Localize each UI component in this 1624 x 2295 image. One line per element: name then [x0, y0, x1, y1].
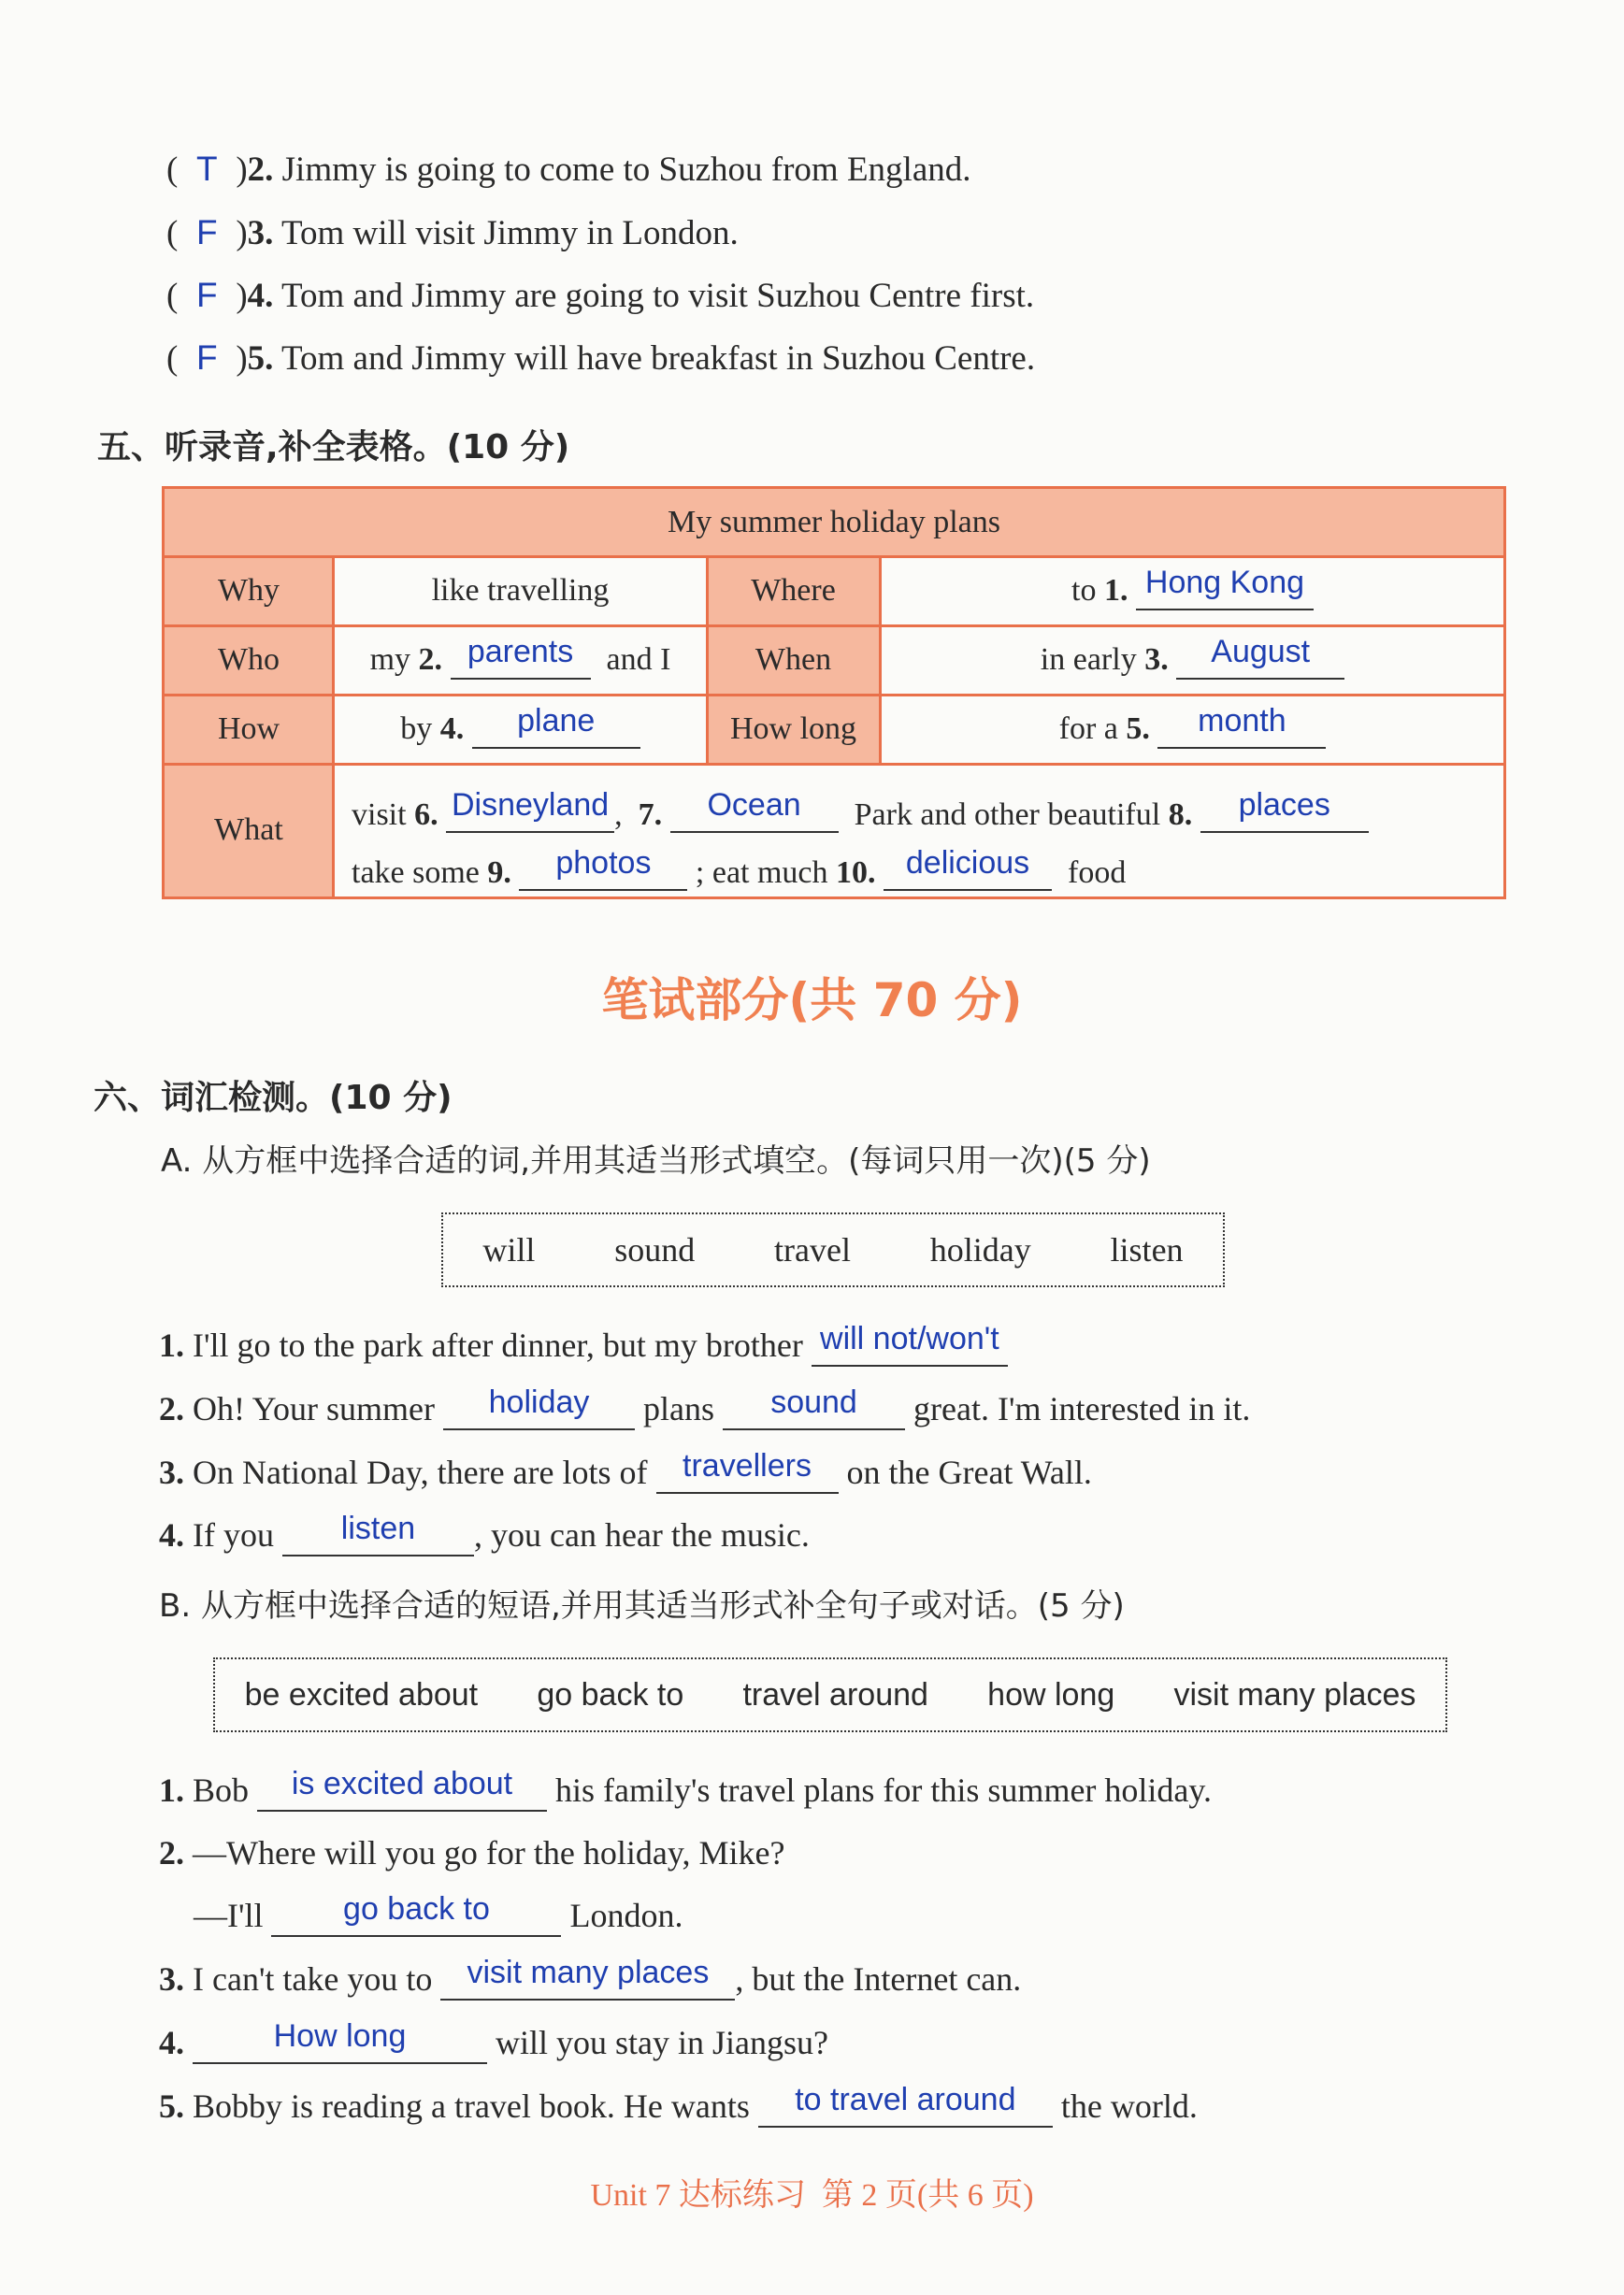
- written-part-title: 笔试部分(共 70 分): [601, 973, 1023, 1027]
- tf-answer: T: [196, 150, 218, 188]
- holiday-plans-table: [162, 486, 1506, 899]
- tf-item: ( F )5. Tom and Jimmy will have breakfast in Suzhou Centre.: [166, 338, 1036, 378]
- tf-item: ( F )3. Tom will visit Jimmy in London.: [166, 213, 739, 252]
- answer-b2: go back to: [343, 1891, 490, 1927]
- answer-a2-2: sound: [770, 1384, 857, 1420]
- phrase-option: be excited about: [244, 1676, 479, 1713]
- partB-q3: 3. I can't take you to visit many places , but the Internet can.: [159, 1959, 1021, 2001]
- answer-3: August: [1211, 633, 1311, 669]
- how-value: by 4. plane: [335, 695, 706, 764]
- label-where: Where: [707, 556, 880, 625]
- partA-q1: 1. I'll go to the park after dinner, but my brother will not/won't: [159, 1326, 1008, 1367]
- what-line-1: visit 6. Disneyland , 7. Ocean Park and other beautiful 8. places: [352, 771, 1492, 833]
- phrase-option: travel around: [742, 1676, 928, 1713]
- partB-q4: 4. How long will you stay in Jiangsu?: [159, 2023, 828, 2064]
- phrase-option: visit many places: [1173, 1676, 1416, 1713]
- answer-b5: to travel around: [795, 2082, 1016, 2117]
- phrase-option: go back to: [537, 1676, 684, 1713]
- answer-a4: listen: [340, 1511, 416, 1546]
- partA-q4: 4. If you listen , you can hear the music.: [159, 1515, 810, 1556]
- answer-2: parents: [467, 633, 574, 669]
- tf-item: ( T )2. Jimmy is going to come to Suzhou from England.: [166, 150, 971, 189]
- answer-6: Disneyland: [451, 787, 610, 823]
- label-why: Why: [165, 556, 333, 625]
- word-option: sound: [614, 1231, 696, 1269]
- where-value: to 1. Hong Kong: [882, 556, 1503, 625]
- label-how: How: [165, 695, 333, 764]
- answer-9: photos: [555, 845, 652, 881]
- section5-heading: 五、听录音,补全表格。(10 分): [97, 428, 570, 466]
- answer-b3: visit many places: [467, 1955, 710, 1990]
- label-what: What: [165, 764, 333, 896]
- answer-8: places: [1238, 787, 1330, 823]
- why-value: like travelling: [431, 573, 610, 608]
- word-option: travel: [774, 1231, 851, 1269]
- answer-b4: How long: [273, 2018, 407, 2054]
- answer-1: Hong Kong: [1144, 564, 1305, 600]
- phrase-box: [213, 1657, 1447, 1732]
- tf-answer: F: [196, 213, 218, 251]
- answer-10: delicious: [905, 845, 1030, 881]
- word-option: listen: [1110, 1231, 1184, 1269]
- partB-q2: 2. —Where will you go for the holiday, Mike?: [159, 1834, 785, 1872]
- partB-q1: 1. Bob is excited about his family's travel plans for this summer holiday.: [159, 1771, 1212, 1812]
- answer-a3: travellers: [683, 1448, 812, 1484]
- tf-answer: F: [196, 338, 218, 377]
- phrase-option: how long: [987, 1676, 1115, 1713]
- partA-q2: 2. Oh! Your summer holiday plans sound great. I'm interested in it.: [159, 1389, 1250, 1430]
- what-line-2: take some 9. photos ; eat much 10. delicious food: [352, 845, 1127, 890]
- when-value: in early 3. August: [882, 625, 1503, 695]
- partB-q2-answer-line: —I'll go back to London.: [194, 1896, 683, 1937]
- word-box: [441, 1212, 1225, 1287]
- partB-q5: 5. Bobby is reading a travel book. He wants to travel around the world.: [159, 2087, 1198, 2128]
- answer-a1: will not/won't: [820, 1321, 999, 1356]
- table-title: My summer holiday plans: [165, 489, 1503, 556]
- how-long-value: for a 5. month: [882, 695, 1503, 764]
- answer-a2-1: holiday: [488, 1384, 590, 1420]
- partA-instruction: A. 从方框中选择合适的词,并用其适当形式填空。(每词只用一次)(5 分): [161, 1142, 1151, 1180]
- answer-b1: is excited about: [291, 1766, 513, 1801]
- word-option: will: [482, 1231, 536, 1269]
- answer-5: month: [1198, 702, 1286, 739]
- page-footer: Unit 7 达标练习 第 2 页(共 6 页): [590, 2178, 1034, 2213]
- word-option: holiday: [929, 1231, 1031, 1269]
- section6-heading: 六、词汇检测。(10 分): [93, 1079, 453, 1117]
- label-when: When: [707, 625, 880, 695]
- answer-4: plane: [517, 702, 596, 739]
- label-how-long: How long: [707, 695, 880, 764]
- who-value: my 2. parents and I: [335, 625, 706, 695]
- tf-answer: F: [196, 276, 218, 314]
- partA-q3: 3. On National Day, there are lots of travellers on the Great Wall.: [159, 1453, 1092, 1494]
- label-who: Who: [165, 625, 333, 695]
- tf-item: ( F )4. Tom and Jimmy are going to visit Suzhou Centre first.: [166, 276, 1035, 315]
- partB-instruction: B. 从方框中选择合适的短语,并用其适当形式补全句子或对话。(5 分): [159, 1587, 1125, 1625]
- answer-7: Ocean: [707, 787, 801, 823]
